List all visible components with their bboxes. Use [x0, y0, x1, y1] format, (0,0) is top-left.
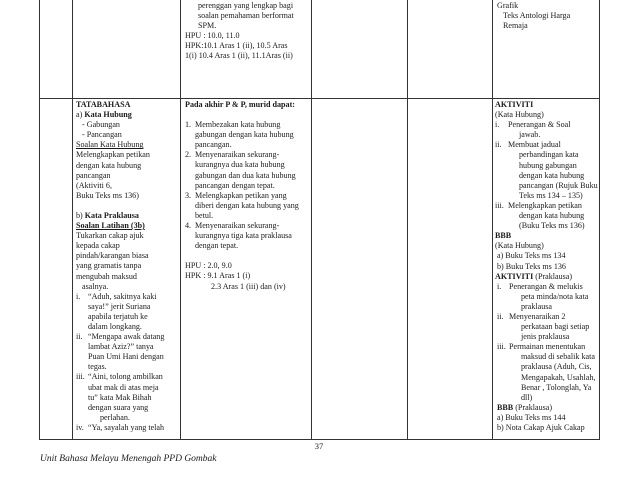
text-line: tegas. [88, 362, 107, 372]
text-line: a) Buku Teks ms 144 [497, 412, 566, 422]
objective-item: 3. Melengkapkan petikan yang [185, 190, 287, 200]
text-line: lambat Aziz?” tanya [88, 342, 154, 352]
aktiviti-cell [495, 100, 598, 433]
aktiviti-praklausa-title: AKTIVITI (Praklausa) [495, 271, 573, 281]
text-line: dengan kata hubung [76, 160, 142, 170]
text-line: Tukarkan cakap ajuk [76, 231, 144, 241]
column-divider [180, 0, 181, 440]
activity-item: ii. Menyenaraikan 2 [497, 311, 566, 321]
text-line: - Gabungan [82, 120, 120, 130]
text-line: pindah/karangan biasa [76, 251, 149, 261]
soalan-kata-hubung-title: Soalan Kata Hubung [76, 140, 144, 150]
objective-item: 2. Menyenaraikan sekurang- [185, 150, 280, 160]
lesson-plan-table [39, 0, 600, 440]
exercise-item: iii. “Aini, tolong ambilkan [76, 372, 163, 382]
text-line: kepada cakap [76, 241, 120, 251]
bbb-praklausa-title: BBB (Praklausa) [497, 402, 553, 412]
footer-unit-text: Unit Bahasa Melayu Menengah PPD Gombak [40, 454, 217, 464]
text-line: SPM. [198, 21, 217, 31]
exercise-item: ii. “Mengapa awak datang [76, 332, 165, 342]
text-line: saya!” jerit Suriana [88, 301, 151, 311]
text-line: Remaja [503, 21, 528, 31]
column-divider [72, 0, 73, 440]
hpk-line: 2.3 Aras 1 (iii) dan (iv) [211, 281, 286, 291]
text-line: pancangan [76, 170, 111, 180]
text-line: jenis praklausa [521, 332, 570, 342]
bbb-heading: BBB [495, 231, 512, 241]
text-line: hubung gabungan [519, 160, 577, 170]
text-line: (Aktiviti 6, [76, 180, 112, 190]
text-line: Mengapakah, Usahlah, [521, 372, 596, 382]
text-line: apabila terjatuh ke [88, 311, 148, 321]
text-line: gabungan dan dua kata hubung [195, 170, 296, 180]
text-line: praklausa [521, 301, 553, 311]
text-line: dengan kata hubung [519, 211, 585, 221]
tatabahasa-cell [76, 100, 164, 433]
text-line: Melengkapkan petikan [76, 150, 150, 160]
kata-praklausa-title: b) Kata Praklausa [76, 210, 139, 220]
text-line: peta minda/nota kata [521, 291, 589, 301]
text-line: dengan kata hubung [519, 170, 585, 180]
activity-item: i. Penerangan & melukis [497, 281, 583, 291]
objektif-heading: Pada akhir P & P, murid dapat: [185, 100, 295, 109]
text-line: HPU : 10.0, 11.0 [185, 31, 240, 41]
activity-item: iii. Melengkapkan petikan [495, 200, 582, 210]
text-line: b) Nota Cakap Ajuk Cakap [497, 423, 585, 432]
table-border-right [599, 0, 600, 440]
activity-item: i. Penerangan & Soal [495, 120, 571, 130]
text-line: betul. [195, 210, 214, 220]
text-line: b) Buku Teks ms 136 [497, 261, 566, 271]
text-line: Puan Umi Hani dengan [88, 352, 164, 362]
objektif-cell [185, 100, 299, 292]
hpk-line: HPK : 9.1 Aras 1 (i) [185, 271, 251, 281]
column-divider [492, 0, 493, 440]
top-row-objectives-cell [185, 1, 294, 62]
text-line: perbandingan kata [519, 150, 579, 160]
text-line: asalnya. [82, 281, 109, 291]
text-line: jawab. [519, 130, 541, 140]
text-line: (Buku Teks ms 136) [519, 221, 585, 231]
column-divider [407, 0, 408, 440]
text-line: dengan suara yang [88, 402, 149, 412]
text-line: Grafik [497, 1, 519, 10]
text-line: (Kata Hubung) [495, 241, 544, 251]
text-line: perlahan. [100, 412, 130, 422]
text-line: Benar , Tolonglah, Ya [521, 382, 592, 392]
text-line: Teks ms 134 – 135) [519, 190, 583, 200]
text-line: pancangan. [195, 140, 232, 150]
text-line: a) Buku Teks ms 134 [497, 251, 566, 261]
text-line: yang gramatis tanpa [76, 261, 142, 271]
kata-hubung-title: a) Kata Hubung [76, 110, 132, 120]
text-line: ubat mak di atas meja [88, 382, 159, 392]
text-line: dalam longkang. [88, 321, 142, 331]
tatabahasa-heading: TATABAHASA [76, 100, 131, 109]
exercise-item: i. “Aduh, sakitnya kaki [76, 291, 157, 301]
table-border-bottom [39, 439, 600, 440]
text-line: pancangan dengan tepat. [195, 180, 275, 190]
text-line: dengan tepat. [195, 241, 239, 251]
text-line: Teks Antologi Harga [503, 11, 571, 21]
text-line: HPK:10.1 Aras 1 (ii), 10.5 Aras [185, 41, 288, 51]
activity-item: ii. Membuat jadual [495, 140, 561, 150]
text-line: pancangan (Rujuk Buku [519, 180, 598, 190]
text-line: tu” kata Mak Bihah [88, 392, 152, 402]
text-line: Buku Teks ms 136) [76, 190, 139, 200]
soalan-latihan-title: Soalan Latihan (3b) [76, 221, 145, 231]
text-line: kurangnya dua kata hubung [195, 160, 285, 170]
text-line: perkataan bagi setiap [521, 322, 590, 332]
objective-item: 4. Menyenaraikan sekurang- [185, 221, 280, 231]
top-row-materials-cell [497, 1, 570, 31]
text-line: perenggan yang lengkap bagi [198, 1, 294, 10]
hpu-line: HPU : 2.0, 9.0 [185, 261, 232, 271]
text-line: dll) [521, 392, 533, 402]
text-line: soalan pemahaman berformat [198, 11, 294, 21]
activity-item: iii. Permainan menentukan [497, 342, 586, 352]
aktiviti-heading: AKTIVITI [495, 100, 534, 109]
text-line: 1(i) 10.4 Aras 1 (ii), 11.1Aras (ii) [185, 51, 293, 61]
text-line: (Kata Hubung) [495, 110, 544, 120]
objective-item: 1. Membezakan kata hubung [185, 120, 281, 130]
text-line: mengubah maksud [76, 271, 137, 281]
text-line: maksud di sebalik kata [521, 352, 595, 362]
table-border-left [39, 0, 40, 440]
text-line: praklausa (Aduh, Cis, [521, 362, 592, 372]
row-divider [39, 98, 600, 99]
text-line: kurangnya tiga kata praklausa [195, 231, 292, 241]
page-number: 37 [314, 441, 324, 451]
column-divider [311, 0, 312, 440]
text-line: gabungan dengan kata hubung [195, 130, 294, 140]
text-line: - Pancangan [82, 130, 122, 140]
exercise-item: iv. “Ya, sayalah yang telah [76, 422, 165, 432]
text-line: diberi dengan kata hubung yang [195, 200, 299, 210]
